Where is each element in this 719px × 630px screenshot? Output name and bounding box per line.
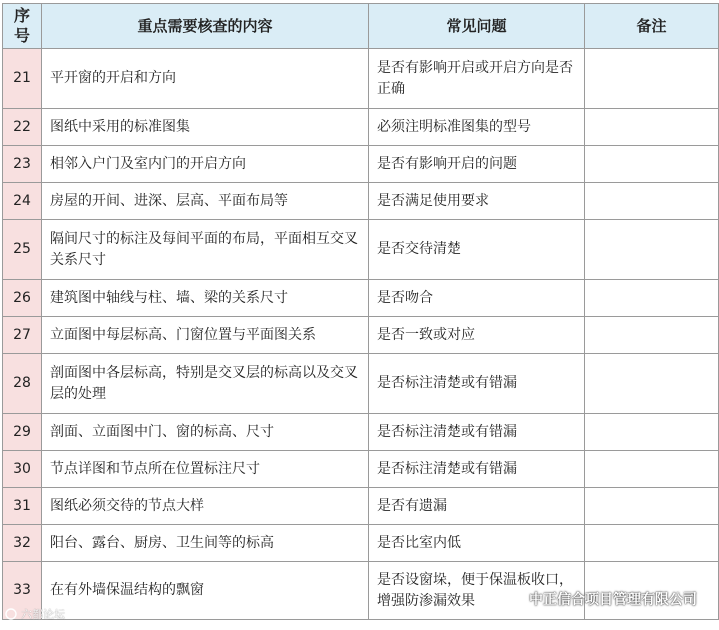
table-row (3, 183, 719, 220)
wechat-icon (506, 590, 526, 610)
row-issue: 是否满足使用要求 (369, 183, 585, 220)
row-note (585, 354, 719, 414)
row-note (585, 49, 719, 109)
row-note (585, 317, 719, 354)
row-issue: 是否标注清楚或有错漏 (369, 451, 585, 488)
header-content: 重点需要核查的内容 (42, 4, 369, 49)
row-content: 阳台、露台、厨房、卫生间等的标高 (42, 525, 369, 562)
row-issue: 是否有遗漏 (369, 488, 585, 525)
row-note (585, 451, 719, 488)
watermark-company (506, 589, 697, 610)
row-content: 平开窗的开启和方向 (42, 49, 369, 109)
table-row (3, 414, 719, 451)
row-number: 27 (3, 317, 42, 354)
row-content: 图纸中采用的标准图集 (42, 109, 369, 146)
row-issue: 是否标注清楚或有错漏 (369, 354, 585, 414)
table-row (3, 317, 719, 354)
row-content: 相邻入户门及室内门的开启方向 (42, 146, 369, 183)
row-content: 剖面、立面图中门、窗的标高、尺寸 (42, 414, 369, 451)
row-number: 25 (3, 220, 42, 280)
table-row (3, 354, 719, 414)
row-content: 建筑图中轴线与柱、墙、梁的关系尺寸 (42, 280, 369, 317)
row-note (585, 280, 719, 317)
row-content: 节点详图和节点所在位置标注尺寸 (42, 451, 369, 488)
row-issue: 是否比室内低 (369, 525, 585, 562)
row-number: 30 (3, 451, 42, 488)
row-note (585, 146, 719, 183)
row-note (585, 414, 719, 451)
watermark-forum-text: 六都论坛 (21, 608, 65, 621)
table-row (3, 525, 719, 562)
row-note (585, 488, 719, 525)
table-row (3, 220, 719, 280)
row-issue: 必须注明标准图集的型号 (369, 109, 585, 146)
table-row (3, 49, 719, 109)
table-header-row (3, 4, 719, 49)
inspection-table (2, 3, 719, 620)
row-number: 21 (3, 49, 42, 109)
row-number: 32 (3, 525, 42, 562)
table-row (3, 451, 719, 488)
row-issue: 是否一致或对应 (369, 317, 585, 354)
forum-logo-icon (4, 608, 18, 623)
row-content: 立面图中每层标高、门窗位置与平面图关系 (42, 317, 369, 354)
row-note (585, 183, 719, 220)
row-number: 28 (3, 354, 42, 414)
table-row (3, 280, 719, 317)
row-issue: 是否有影响开启的问题 (369, 146, 585, 183)
row-issue: 是否设窗垛，便于保温板收口，增强防渗漏效果 (369, 562, 585, 620)
row-number: 33 (3, 562, 42, 620)
table-row (3, 488, 719, 525)
table-row (3, 146, 719, 183)
row-issue: 是否有影响开启或开启方向是否正确 (369, 49, 585, 109)
row-content: 房屋的开间、进深、层高、平面布局等 (42, 183, 369, 220)
row-note (585, 525, 719, 562)
row-content: 在有外墙保温结构的飘窗 (42, 562, 369, 620)
watermark-company-text: 中正信合项目管理有限公司 (529, 592, 697, 608)
row-content: 隔间尺寸的标注及每间平面的布局，平面相互交叉关系尺寸 (42, 220, 369, 280)
header-number: 序号 (3, 4, 42, 49)
row-content: 剖面图中各层标高，特别是交叉层的标高以及交叉层的处理 (42, 354, 369, 414)
row-number: 31 (3, 488, 42, 525)
row-content: 图纸必须交待的节点大样 (42, 488, 369, 525)
row-number: 24 (3, 183, 42, 220)
watermark-forum (4, 606, 65, 623)
row-issue: 是否标注清楚或有错漏 (369, 414, 585, 451)
row-note (585, 109, 719, 146)
row-number: 29 (3, 414, 42, 451)
row-number: 23 (3, 146, 42, 183)
row-number: 22 (3, 109, 42, 146)
row-issue: 是否吻合 (369, 280, 585, 317)
table-row (3, 109, 719, 146)
row-issue: 是否交待清楚 (369, 220, 585, 280)
row-note (585, 220, 719, 280)
header-note: 备注 (585, 4, 719, 49)
row-number: 26 (3, 280, 42, 317)
header-issue: 常见问题 (369, 4, 585, 49)
